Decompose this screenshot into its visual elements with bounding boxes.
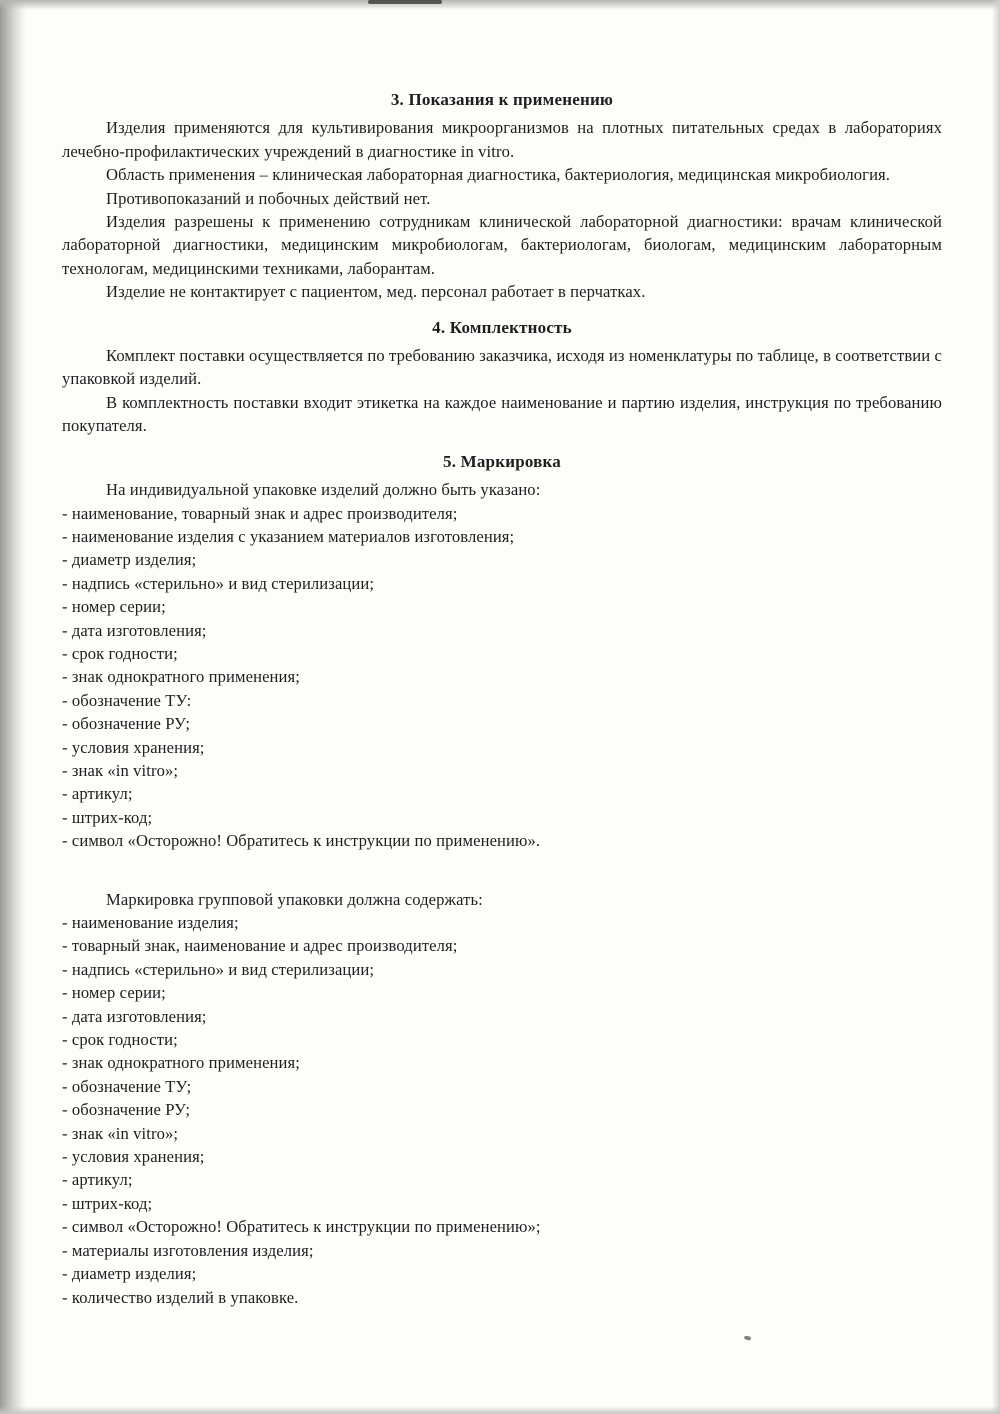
- section-4-paragraph: Комплект поставки осуществляется по требованию заказчика, исходя из номенклатуры по таблице, в соответствии с упаковкой изделий.: [62, 346, 942, 389]
- list-item: - артикул;: [62, 784, 133, 804]
- list-item: - срок годности;: [62, 643, 178, 663]
- section-3-paragraph: Область применения – клиническая лабораторная диагностика, бактериология, медицинская микробиология.: [106, 165, 891, 185]
- section-3-paragraph: Изделия применяются для культивирования микроорганизмов на плотных питательных средах в лабораториях лечебно-профилактических учреждений в диагностике in vitro.: [62, 118, 942, 161]
- list-item: - штрих-код;: [62, 1193, 153, 1213]
- group-packaging-list: [62, 911, 942, 1309]
- section-5-intro-group: Маркировка групповой упаковки должна содержать:: [106, 889, 483, 909]
- scan-artifact: [744, 1335, 752, 1341]
- list-item: - дата изготовления;: [62, 1006, 207, 1026]
- blank-line: [62, 853, 942, 888]
- list-item: - диаметр изделия;: [62, 550, 197, 570]
- section-3-paragraph: Изделие не контактирует с пациентом, мед. персонал работает в перчатках.: [106, 282, 646, 302]
- section-3-heading: 3. Показания к применению: [390, 90, 614, 109]
- list-item: - номер серии;: [62, 983, 166, 1003]
- scan-edge-bottom: [0, 1406, 1000, 1414]
- list-item: - штрих-код;: [62, 807, 153, 827]
- list-item: - обозначение ТУ:: [62, 690, 192, 710]
- list-item: - символ «Осторожно! Обратитесь к инструкции по применению».: [62, 831, 541, 851]
- list-item: - знак «in vitro»;: [62, 1123, 179, 1143]
- scan-edge-top: [0, 0, 1000, 10]
- list-item: - товарный знак, наименование и адрес производителя;: [62, 936, 458, 956]
- list-item: - условия хранения;: [62, 737, 205, 757]
- section-3-paragraph: Противопоказаний и побочных действий нет.: [106, 188, 431, 208]
- list-item: - наименование изделия;: [62, 913, 239, 932]
- section-4-heading: 4. Комплектность: [432, 317, 572, 337]
- scan-artifact: [368, 0, 442, 4]
- list-item: - дата изготовления;: [62, 620, 207, 640]
- list-item: - обозначение РУ;: [62, 1100, 191, 1120]
- list-item: - надпись «стерильно» и вид стерилизации;: [62, 573, 375, 593]
- list-item: - символ «Осторожно! Обратитесь к инструкции по применению»;: [62, 1217, 541, 1237]
- list-item: - знак однократного применения;: [62, 1053, 300, 1073]
- document-body: [62, 88, 942, 1309]
- section-4-paragraph: В комплектность поставки входит этикетка на каждое наименование и партию изделия, инструкция по требованию покупателя.: [62, 392, 942, 436]
- list-item: - наименование изделия с указанием материалов изготовления;: [62, 526, 515, 546]
- list-item: - знак однократного применения;: [62, 667, 300, 687]
- list-item: - номер серии;: [62, 597, 166, 617]
- scan-edge-right: [992, 0, 1000, 1414]
- list-item: - диаметр изделия;: [62, 1264, 197, 1284]
- list-item: - срок годности;: [62, 1030, 178, 1050]
- section-3-paragraph: Изделия разрешены к применению сотрудникам клинической лабораторной диагностики: врачам клинической лабораторной диагностики, медицинским микробиологам, бактериологам, биологам, медицинским лабораторным технологам, медицинскими техниками, лаборантам.: [62, 212, 942, 278]
- list-item: - надпись «стерильно» и вид стерилизации;: [62, 959, 375, 979]
- list-item: - артикул;: [62, 1170, 133, 1190]
- list-item: - наименование, товарный знак и адрес производителя;: [62, 503, 458, 523]
- list-item: - обозначение РУ;: [62, 714, 191, 734]
- list-item: - условия хранения;: [62, 1147, 205, 1167]
- section-5-intro-individual: На индивидуальной упаковке изделий должно быть указано:: [106, 480, 541, 500]
- section-5-heading: 5. Маркировка: [443, 451, 561, 471]
- list-item: - знак «in vitro»;: [62, 760, 179, 780]
- list-item: - количество изделий в упаковке.: [62, 1287, 299, 1307]
- list-item: - материалы изготовления изделия;: [62, 1240, 314, 1260]
- scan-edge-left: [0, 0, 26, 1414]
- list-item: - обозначение ТУ;: [62, 1076, 192, 1096]
- individual-packaging-list: [62, 502, 942, 853]
